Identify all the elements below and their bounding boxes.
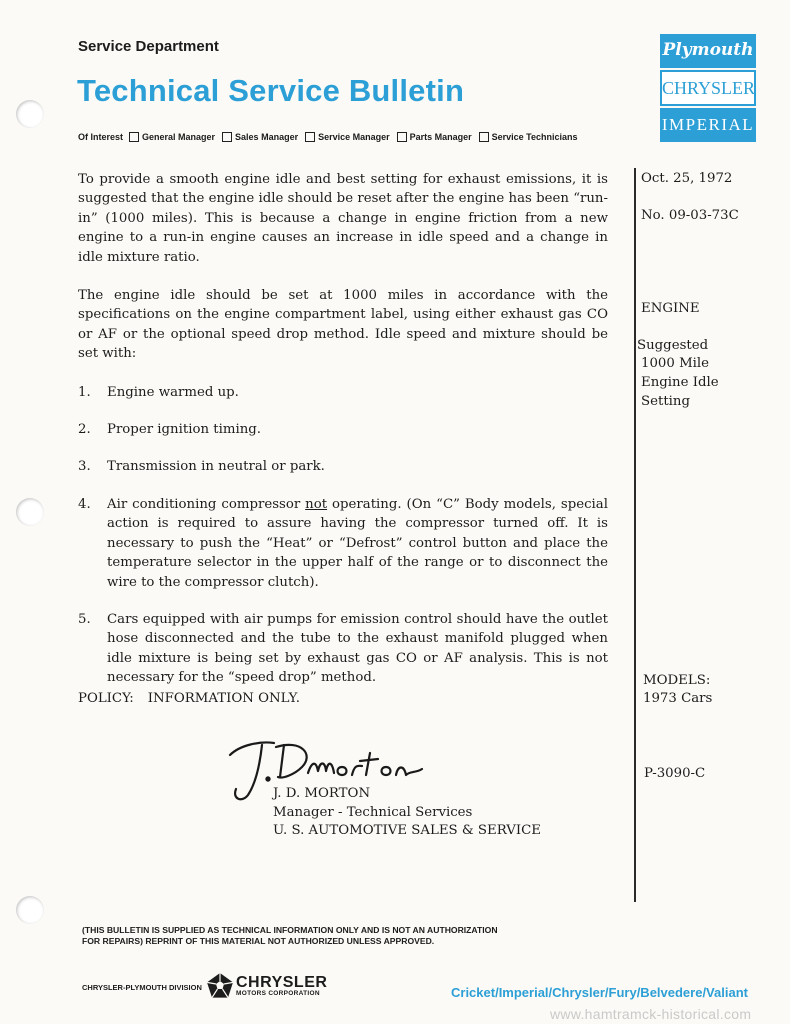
signer-title: Manager - Technical Services [273,804,473,820]
checkbox-icon [129,132,139,142]
interest-option-service-manager: Service Manager [305,132,390,142]
subject-line: 1000 Mile [641,356,710,371]
imperial-logo: IMPERIAL [660,108,756,142]
signer-organization: U. S. AUTOMOTIVE SALES & SERVICE [273,823,542,838]
procedure-list [78,383,608,688]
bulletin-category: ENGINE [641,301,700,316]
bulletin-date: Oct. 25, 1972 [641,171,733,186]
reference-code: P-3090-C [644,766,706,781]
interest-option-parts-manager: Parts Manager [397,132,472,142]
item-number: 4. [78,496,91,512]
item-number: 1. [78,384,91,400]
binder-hole-bottom [16,896,44,924]
interest-label: Of Interest [78,132,124,142]
interest-row [78,132,585,142]
models-value: 1973 Cars [643,691,713,706]
item-number: 2. [78,422,91,438]
watermark: www.hamtramck-historical.com [550,1006,752,1022]
models-label: MODELS: [643,673,711,688]
column-divider [634,168,636,902]
item-number: 5. [78,611,91,627]
interest-option-sales-manager: Sales Manager [222,132,298,142]
pentastar-icon [206,972,234,1000]
chrysler-corporation-logo: CHRYSLER MOTORS CORPORATION [236,974,328,997]
bulletin-number: No. 09-03-73C [641,208,739,223]
list-item [78,420,608,439]
list-item [78,457,608,476]
checkbox-icon [305,132,315,142]
item-text: Transmission in neutral or park. [107,459,325,475]
item-text: Cars equipped with air pumps for emission control should have the outlet hose disconnected and the tube to the exhaust manifold plugged when idle mixture is being set by exhaust gas CO or AF analysis. This is not necessary for the “speed drop” method. [107,611,608,686]
bulletin-body [78,170,608,706]
department-label: Service Department [78,38,219,55]
subject-line: Setting [641,394,690,409]
interest-option-service-technicians: Service Technicians [479,132,578,142]
subject-line: Engine Idle [641,375,719,390]
plymouth-logo: Plymouth [660,34,756,68]
item-text: Proper ignition timing. [107,422,262,438]
policy-value: INFORMATION ONLY. [147,691,300,706]
disclaimer: (THIS BULLETIN IS SUPPLIED AS TECHNICAL INFORMATION ONLY AND IS NOT AN AUTHORIZATION FOR REPAIRS) REPRINT OF THIS MATERIAL NOT AUTHORIZED UNLESS APPROVED. [82,925,498,946]
signature-block [273,785,541,841]
signer-name: J. D. MORTON [273,786,371,801]
binder-hole-top [16,100,44,128]
procedure-paragraph: The engine idle should be set at 1000 miles in accordance with the specifications on the engine compartment label, using either exhaust gas CO or AF or the optional speed drop method. Idle speed and mixture should be set with: [78,288,608,362]
checkbox-icon [222,132,232,142]
footer-model-list: Cricket/Imperial/Chrysler/Fury/Belvedere/Valiant [451,985,748,1000]
list-item [78,383,608,402]
bulletin-title: Technical Service Bulletin [77,73,465,108]
binder-hole-middle [16,498,44,526]
interest-option-general-manager: General Manager [129,132,215,142]
list-item [78,610,608,688]
item-text: Engine warmed up. [107,384,239,400]
intro-paragraph: To provide a smooth engine idle and best setting for exhaust emissions, it is suggested that the engine idle should be reset after the engine has been “run-in” (1000 miles). This is because a change in engine friction from a new engine to a run-in engine causes an increase in idle speed and a change in idle mixture ratio. [78,172,608,265]
emphasis-not: not [305,496,328,512]
list-item [78,495,608,592]
policy-label: POLICY: [78,691,134,706]
chrysler-logo: CHRYSLER [660,70,756,106]
subject-line: Suggested [637,338,709,353]
division-label: CHRYSLER-PLYMOUTH DIVISION [82,983,202,992]
item-number: 3. [78,459,91,475]
item-text: Air conditioning compressor not operating. (On “C” Body models, special action is required to assure having the compressor turned off. It is necessary to push the “Heat” or “Defrost” control button and place the temperature selector in the upper half of the range or to disconnect the wire to the compressor clutch). [107,496,608,590]
checkbox-icon [479,132,489,142]
checkbox-icon [397,132,407,142]
policy-line [78,691,300,706]
